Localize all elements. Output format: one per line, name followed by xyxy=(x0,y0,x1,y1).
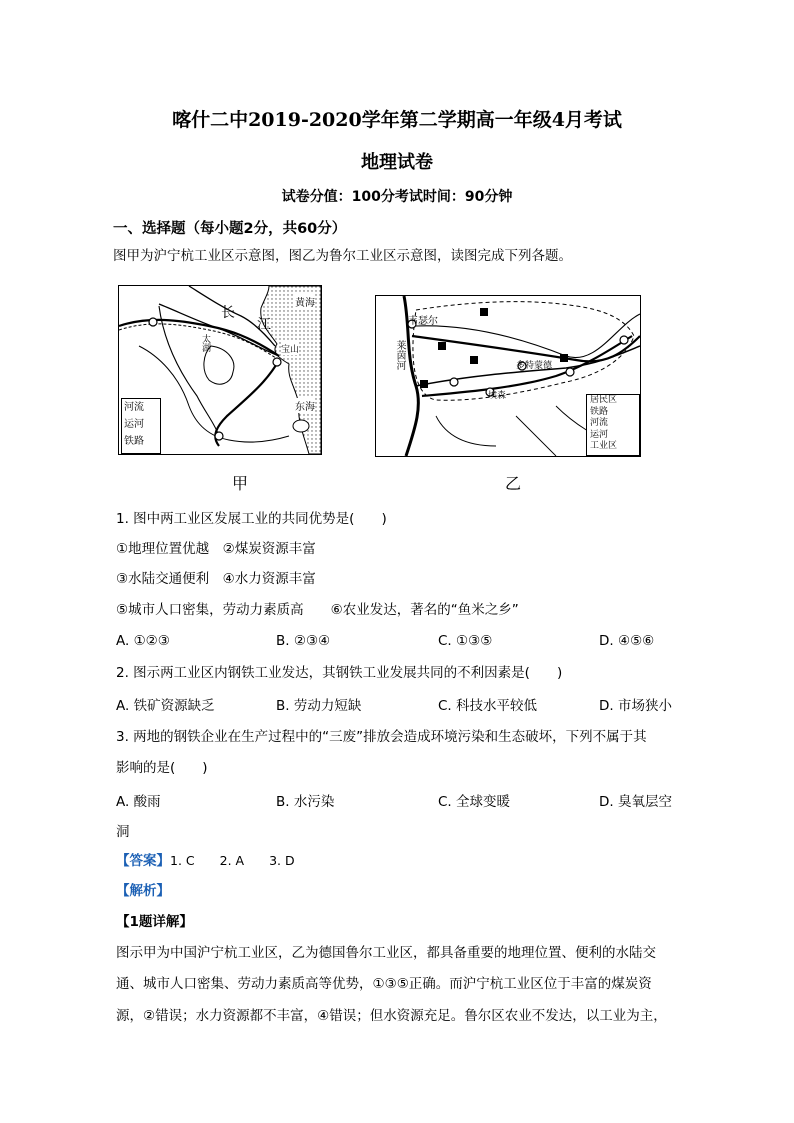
q1-option-c: C. ①③⑤ xyxy=(438,633,493,649)
q3-option-d-wrap: 洞 xyxy=(116,824,130,840)
legend-river: 河流 xyxy=(124,402,144,413)
page-title: 喀什二中2019-2020学年第二学期高一年级4月考试 xyxy=(172,109,622,131)
q2-stem: 2. 图示两工业区内钢铁工业发达，其钢铁工业发展共同的不利因素是( ) xyxy=(116,665,563,681)
factory-3 xyxy=(470,356,478,364)
legend-residential: 居民区 xyxy=(590,395,618,405)
answer-line xyxy=(116,851,295,871)
sea-area xyxy=(261,286,321,454)
q1-item: ①地理位置优越 ②煤炭资源丰富 xyxy=(116,541,316,557)
q2-option-c: C. 科技水平较低 xyxy=(438,698,538,714)
q2-option-b: B. 劳动力短缺 xyxy=(276,698,362,714)
q3-option-a: A. 酸雨 xyxy=(116,794,161,810)
q2-option-d: D. 市场狭小 xyxy=(599,698,672,714)
label-taihu: 太湖 xyxy=(200,334,210,352)
map-yi xyxy=(375,295,641,457)
legend-railway-yi: 铁路 xyxy=(590,406,609,417)
q1-item: ⑤城市人口密集，劳动力素质高 ⑥农业发达，著名的“鱼米之乡” xyxy=(116,602,519,618)
q1-option-b: B. ②③④ xyxy=(276,633,331,649)
city-hamm xyxy=(620,336,628,344)
map-yi-legend xyxy=(586,394,640,456)
map-jia xyxy=(118,285,322,455)
q2-option-a: A. 铁矿资源缺乏 xyxy=(116,698,215,714)
q3-stem: 3. 两地的钢铁企业在生产过程中的“三废”排放会造成环境污染和生态破坏，下列不属于其 xyxy=(116,729,647,745)
q1-option-a: A. ①②③ xyxy=(116,633,170,649)
factory-2 xyxy=(438,342,446,350)
q1-stem: 1. 图中两工业区发展工业的共同优势是( ) xyxy=(116,511,387,527)
legend-railway: 铁路 xyxy=(124,436,144,447)
legend-industrial: 工业区 xyxy=(590,441,618,451)
factory-5 xyxy=(420,380,428,388)
intro-text: 图甲为沪宁杭工业区示意图，图乙为鲁尔工业区示意图，读图完成下列各题。 xyxy=(113,248,572,264)
label-aisen: 埃森 xyxy=(488,391,507,401)
city-unna xyxy=(566,368,574,376)
label-baoshan: 宝山 xyxy=(281,342,299,355)
q1-option-d: D. ④⑤⑥ xyxy=(599,633,655,649)
legend-river-yi: 河流 xyxy=(590,418,609,428)
answer-text: 1. C 2. A 3. D xyxy=(170,853,295,868)
exam-subject: 地理试卷 xyxy=(361,152,433,173)
city-duisburg xyxy=(450,378,458,386)
factory-4 xyxy=(560,354,568,362)
map-jia-legend xyxy=(121,398,161,454)
exam-meta: 试卷分值：100分考试时间：90分钟 xyxy=(281,189,513,205)
city-hangzhou xyxy=(215,432,223,440)
label-huanghai: 黄海 xyxy=(295,294,315,309)
label-weisaier: 韦瑟尔 xyxy=(408,316,438,327)
analysis-line: 源，②错误；水力资源都不丰富，④错误；但水资源充足。鲁尔区农业不发达，以工业为主， xyxy=(116,1008,667,1024)
q1-item: ③水陆交通便利 ④水力资源丰富 xyxy=(116,571,316,587)
analysis-line: 图示甲为中国沪宁杭工业区，乙为德国鲁尔工业区，都具备重要的地理位置、便利的水陆交 xyxy=(116,945,656,961)
label-laiyinhe: 莱茵河 xyxy=(394,340,405,370)
factory-1 xyxy=(480,308,488,316)
analysis-sub-label: 【1题详解】 xyxy=(116,914,193,930)
legend-canal-yi: 运河 xyxy=(590,429,609,440)
q3-option-d: D. 臭氧层空 xyxy=(599,794,672,810)
q3-option-b: B. 水污染 xyxy=(276,794,335,810)
map-jia-caption: 甲 xyxy=(232,474,249,493)
analysis-label: 【解析】 xyxy=(116,883,170,899)
zhoushan-island xyxy=(293,420,309,432)
q3-stem-cont: 影响的是( ) xyxy=(116,760,208,776)
label-jiang: 江 xyxy=(257,317,271,333)
q3-option-c: C. 全球变暖 xyxy=(438,794,511,810)
city-shanghai xyxy=(273,358,281,366)
label-duotemengde: 多特蒙德 xyxy=(516,361,553,371)
answer-label: 【答案】 xyxy=(116,853,170,869)
label-chang: 长 xyxy=(221,305,235,321)
city-nanjing xyxy=(149,318,157,326)
label-donghai: 东海 xyxy=(295,398,315,413)
legend-canal: 运河 xyxy=(124,419,144,430)
map-yi-caption: 乙 xyxy=(505,474,522,493)
section-title: 一、选择题（每小题2分，共60分） xyxy=(113,221,347,237)
analysis-line: 通、城市人口密集、劳动力素质高等优势，①③⑤正确。而沪宁杭工业区位于丰富的煤炭资 xyxy=(116,976,652,992)
